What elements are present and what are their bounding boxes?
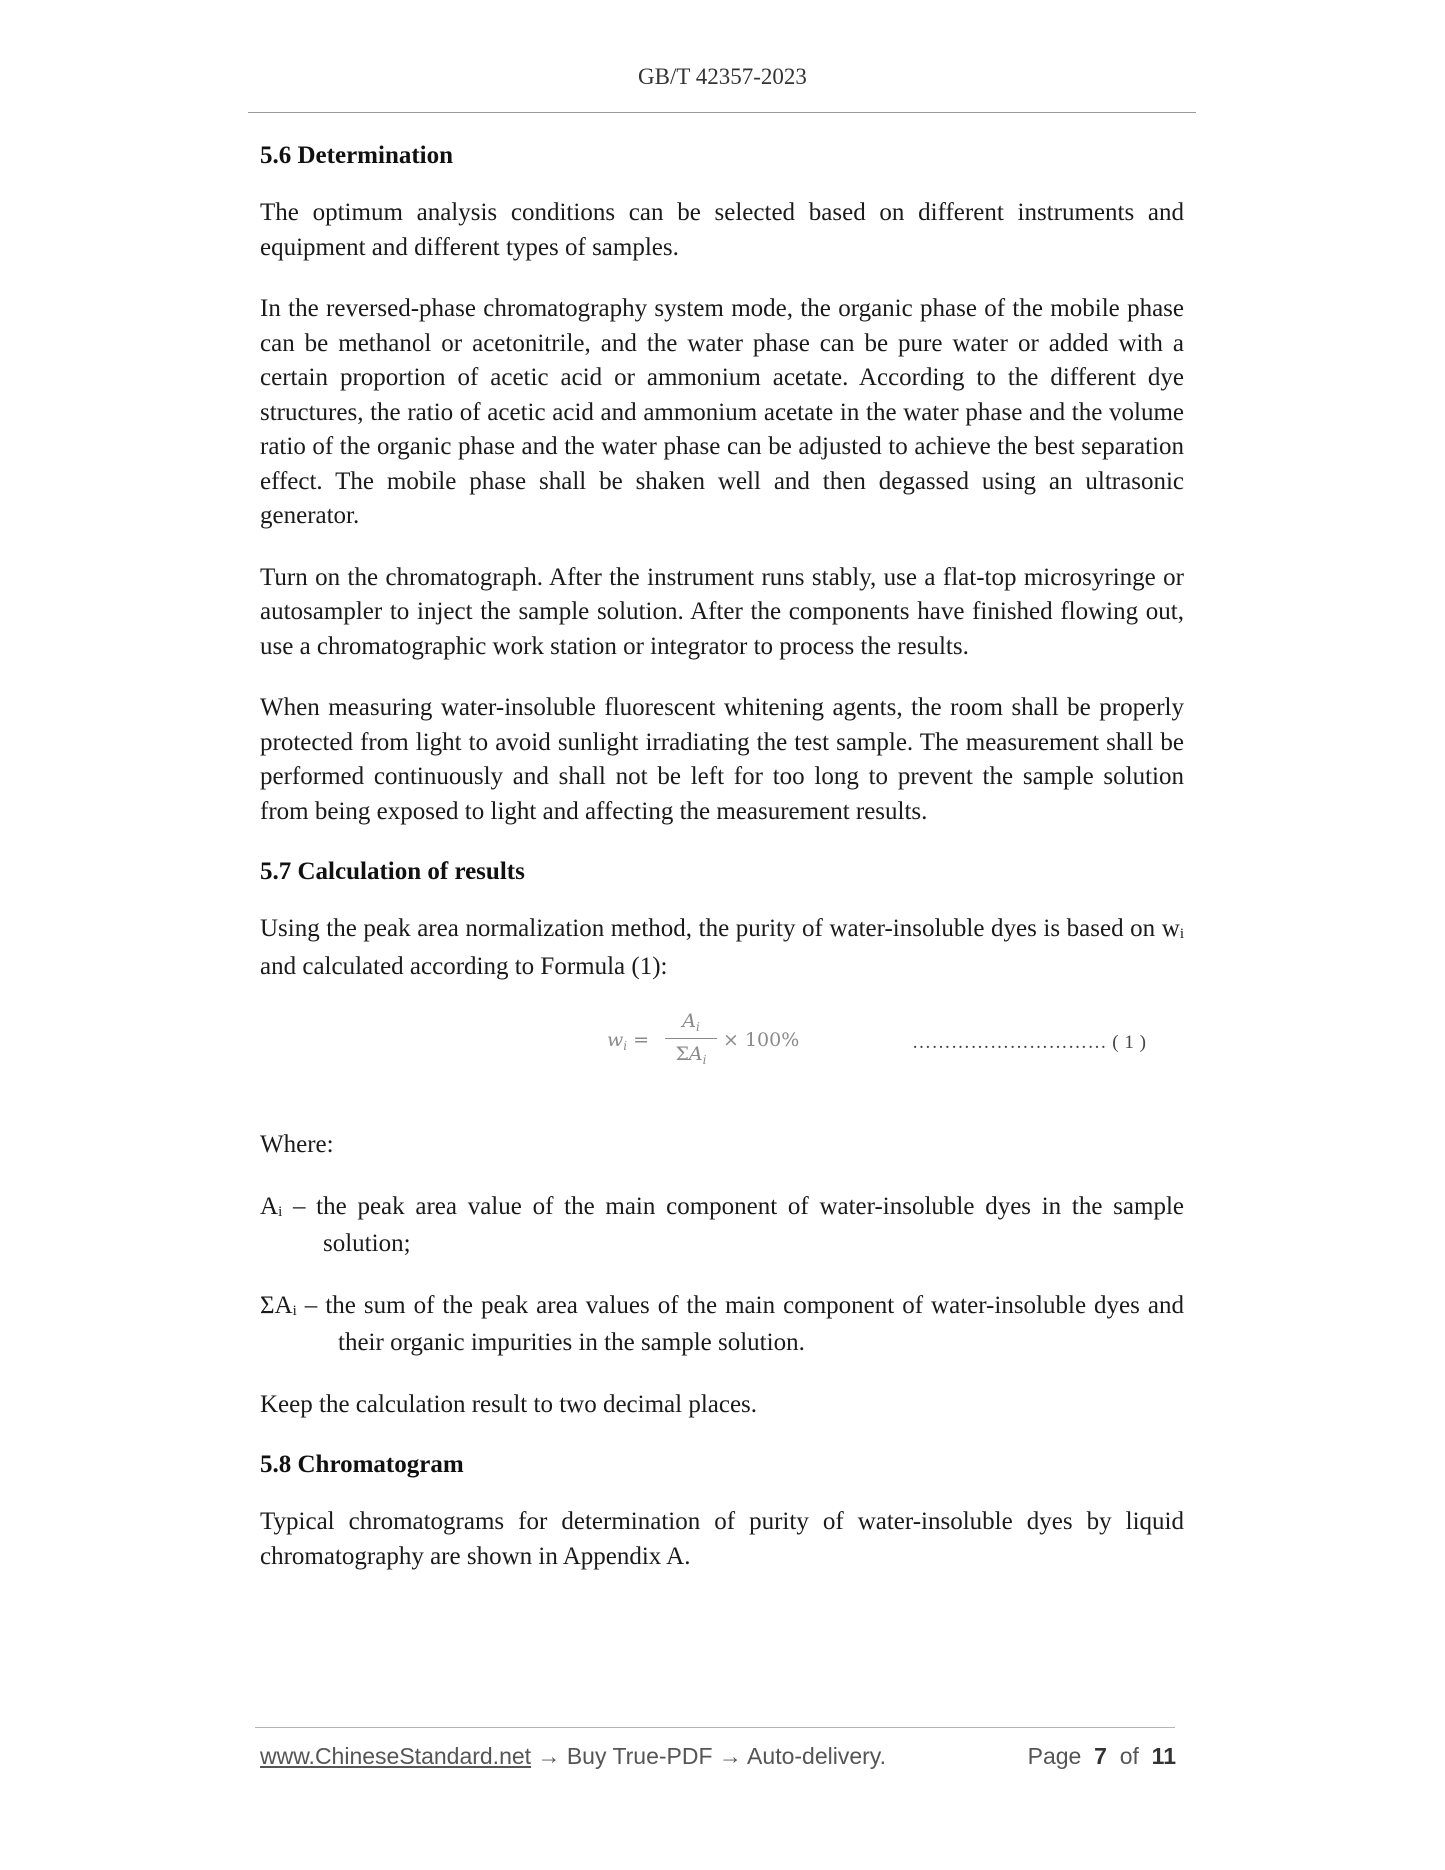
definition-sum-ai-subscript: i (292, 1302, 297, 1319)
page-content (260, 140, 1184, 1574)
formula-lhs-symbol: w (607, 1029, 624, 1051)
equation-number: ………………………… ( 1 ) (912, 1032, 1147, 1053)
formula-multiplier: × 100% (723, 1029, 800, 1051)
p5-subscript: i (1179, 926, 1184, 942)
page-total: 11 (1151, 1743, 1176, 1769)
footer-promo (260, 1743, 886, 1770)
paragraph-normalization-method (260, 912, 1184, 984)
website-link[interactable]: www.ChineseStandard.net (260, 1743, 532, 1769)
page-current: 7 (1094, 1743, 1107, 1769)
paragraph-appendix-reference: Typical chromatograms for determination of purity of water-insoluble dyes by liquid chromatography are shown in Appendix A. (260, 1508, 1184, 1570)
formula-numerator (665, 1008, 717, 1036)
document-header: GB/T 42357-2023 (638, 64, 807, 89)
formula-num-subscript: i (695, 1020, 700, 1034)
paragraph-mobile-phase: In the reversed-phase chromatography system mode, the organic phase of the mobile phase can be methanol or acetonitrile, and the water phase can be pure water or added with a certain proportion of acetic acid or ammonium acetate. According to the different dye structures, the ratio of acetic acid and ammonium acetate in the water phase and the volume ratio of the organic phase and the water phase can be adjusted to achieve the best separation effect. The mobile phase shall be shaken well and then degassed using an ultrasonic generator. (260, 295, 1184, 529)
definition-ai-text: – the peak area value of the main component of water-insoluble dyes in the sample solution; (282, 1192, 1184, 1257)
paragraph-analysis-conditions: The optimum analysis conditions can be selected based on different instruments and equipment and different types of samples. (260, 199, 1184, 261)
of-word: of (1119, 1743, 1139, 1769)
definition-sum-ai-symbol: ΣA (260, 1291, 293, 1319)
definition-ai (260, 1190, 1184, 1262)
where-label: Where: (260, 1131, 334, 1158)
section-heading-5-8: 5.8 Chromatogram (260, 1451, 464, 1478)
section-heading-5-7: 5.7 Calculation of results (260, 858, 525, 885)
paragraph-injection: Turn on the chromatograph. After the instrument runs stably, use a flat-top microsyringe or autosampler to inject the sample solution. After the components have finished flowing out, use a chromatographic work station or integrator to process the results. (260, 563, 1184, 660)
p5-text-before: Using the peak area normalization method, the purity of water-insoluble dyes is based on w (260, 915, 1180, 942)
formula-denominator (665, 1041, 717, 1069)
definition-sum-ai-text: – the sum of the peak area values of the main component of water-insoluble dyes and their organic impurities in the sample solution. (296, 1291, 1184, 1356)
formula-den-subscript: i (702, 1053, 707, 1067)
formula-1 (260, 1002, 1184, 1094)
page-indicator (1028, 1743, 1176, 1770)
definition-ai-symbol: A (260, 1192, 279, 1220)
page-footer (260, 1743, 1176, 1773)
fraction-bar (665, 1038, 717, 1039)
formula-lhs-subscript: i (623, 1039, 628, 1053)
definition-sum-ai (260, 1289, 1184, 1361)
formula-den-symbol: A (688, 1043, 703, 1065)
footer-divider (255, 1727, 1175, 1728)
p5-text-after: and calculated according to Formula (1): (260, 952, 668, 980)
header-divider (248, 112, 1196, 113)
formula-sigma: Σ (675, 1043, 689, 1065)
definition-ai-subscript: i (278, 1203, 283, 1220)
footer-tagline: → Buy True-PDF → Auto-delivery. (531, 1743, 886, 1769)
paragraph-decimal-places: Keep the calculation result to two decimal places. (260, 1390, 758, 1418)
paragraph-light-protection: When measuring water-insoluble fluorescent whitening agents, the room shall be properly protected from light to avoid sunlight irradiating the test sample. The measurement shall be performed continuously and shall not be left for too long to prevent the sample solution from being exposed to light and affecting the measurement results. (260, 694, 1184, 825)
section-heading-5-6: 5.6 Determination (260, 142, 454, 169)
formula-fraction (665, 1008, 717, 1069)
formula-num-symbol: A (682, 1010, 696, 1032)
formula-equals: = (627, 1029, 650, 1051)
page-word: Page (1027, 1743, 1082, 1769)
formula-lhs (607, 1029, 649, 1051)
